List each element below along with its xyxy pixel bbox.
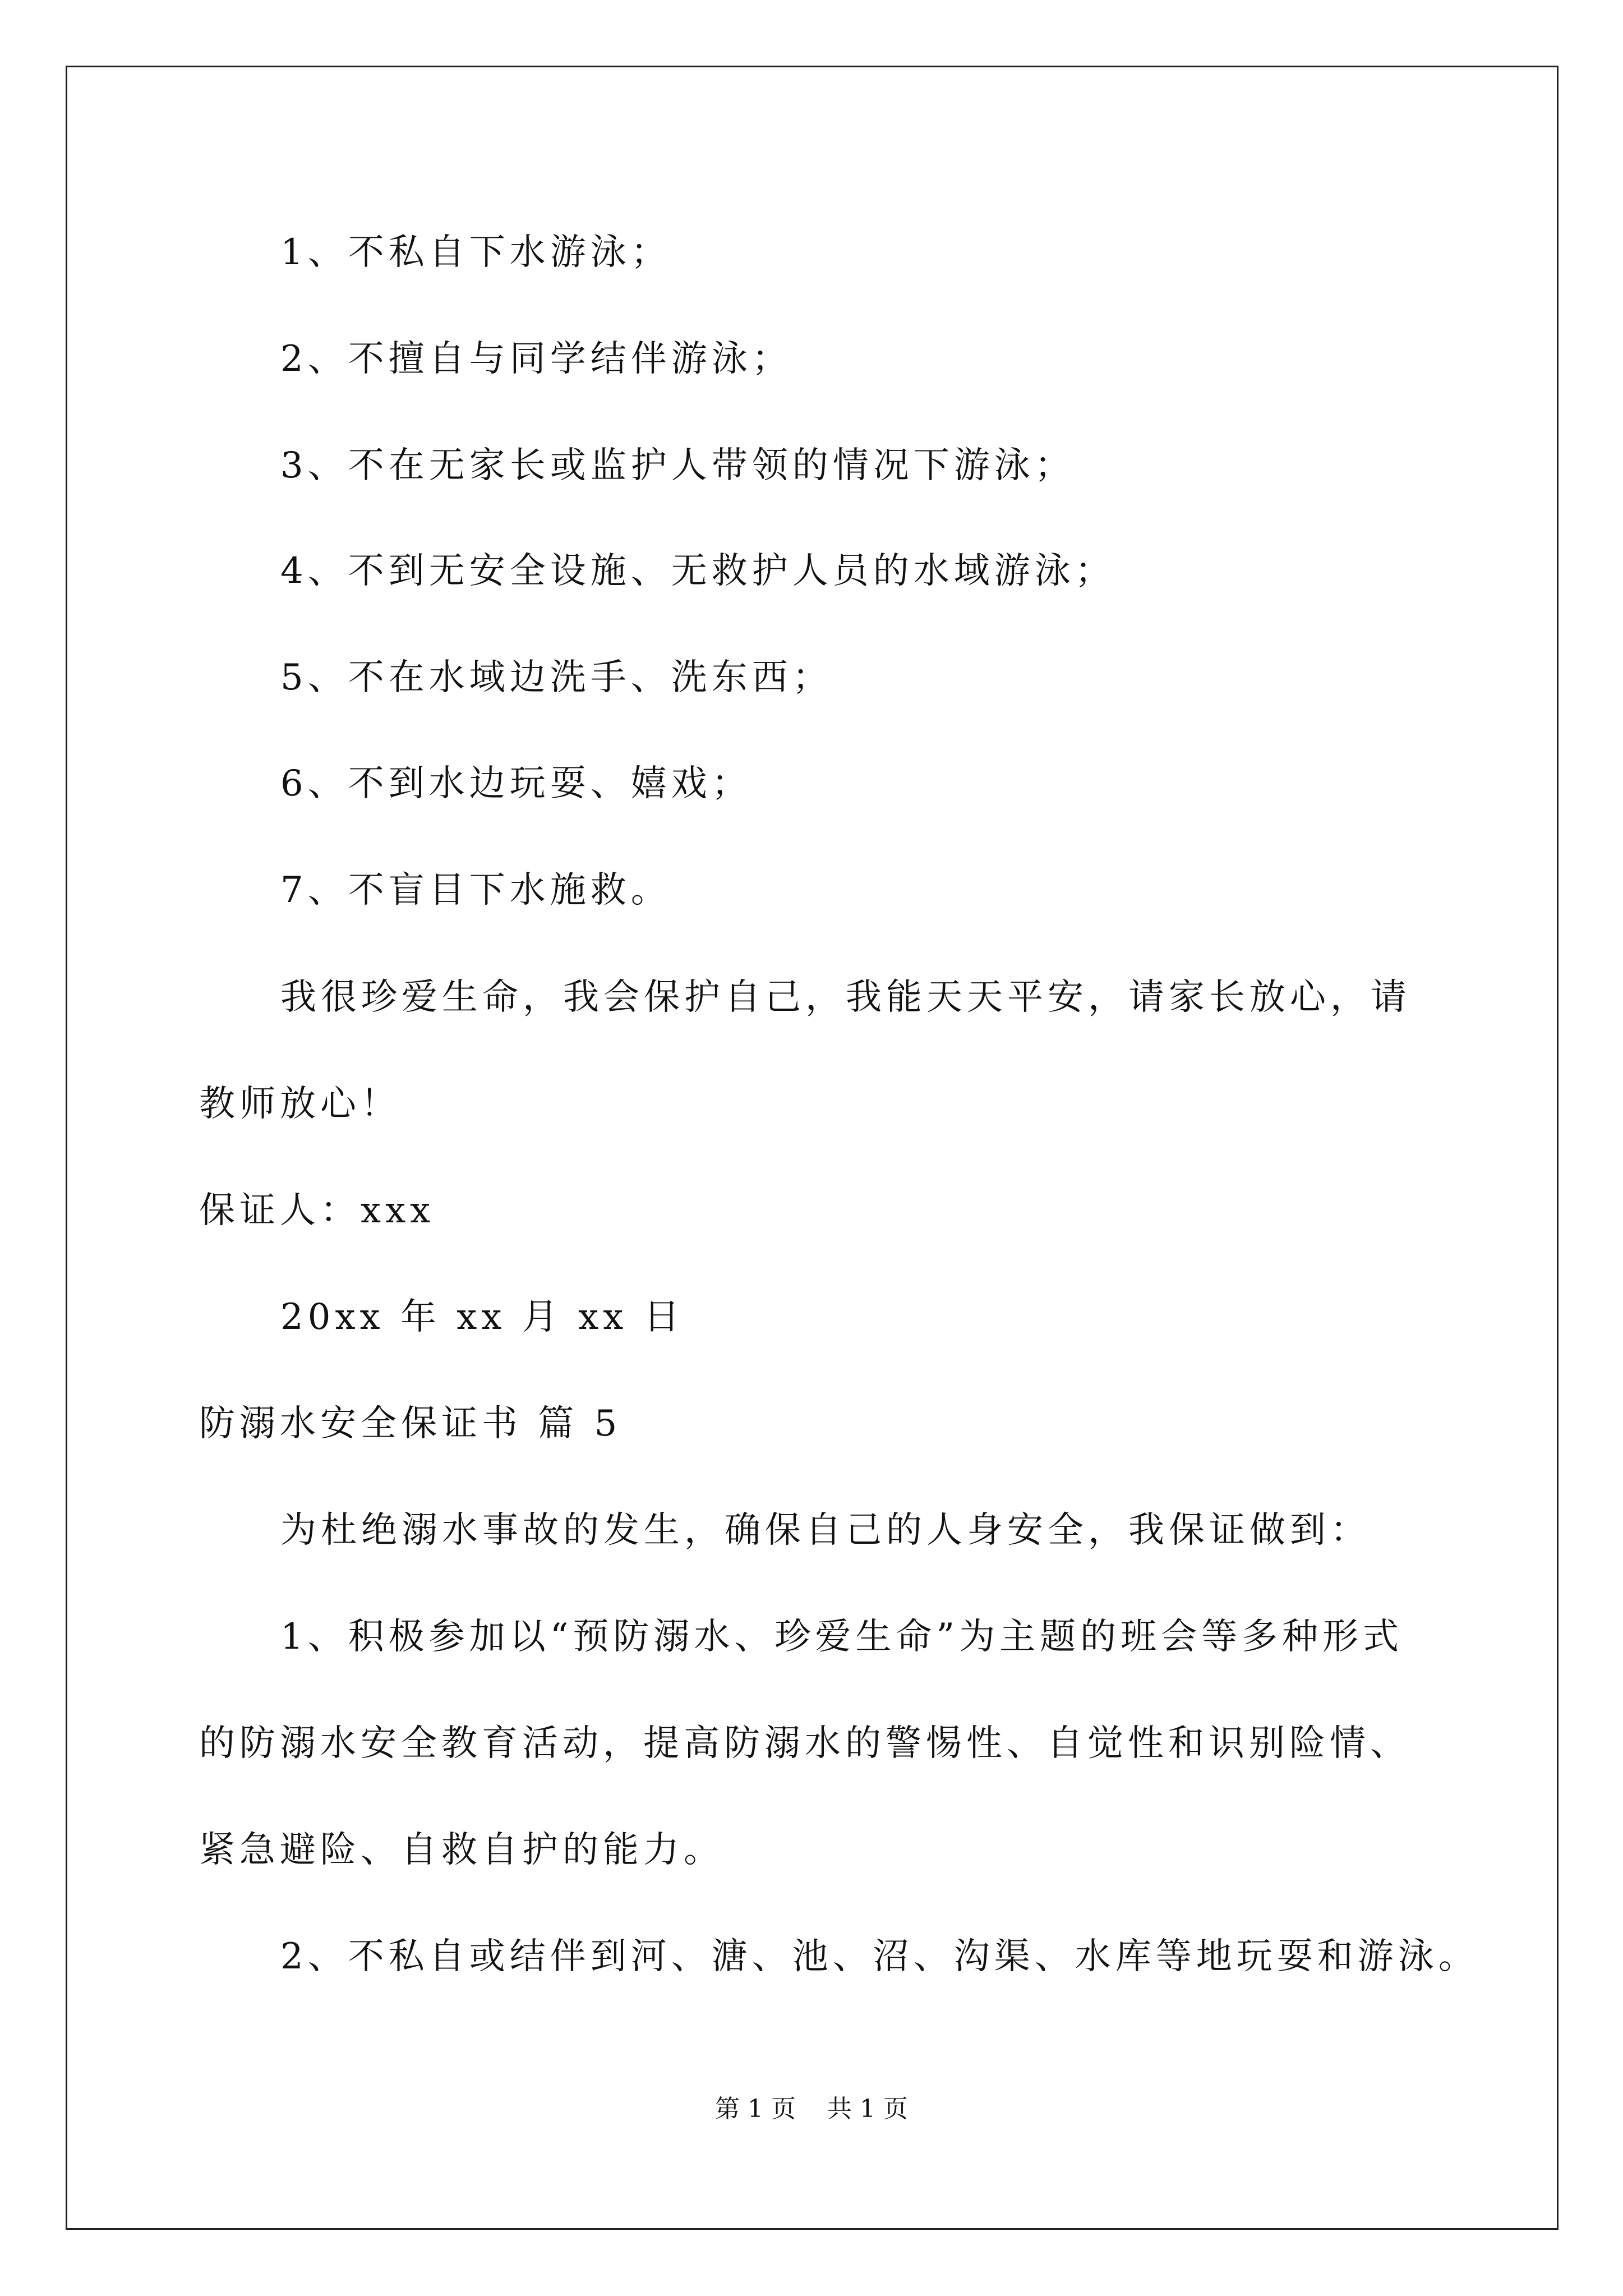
rule-item-3: 3、不在无家长或监护人带领的情况下游泳； bbox=[280, 445, 1075, 486]
date-line: 20xx 年 xx 月 xx 日 bbox=[280, 1296, 684, 1338]
intro-paragraph: 为杜绝溺水事故的发生，确保自己的人身安全，我保证做到： bbox=[280, 1510, 1371, 1551]
rule-item-5: 5、不在水域边洗手、洗东西； bbox=[280, 657, 833, 698]
item-2-line: 2、不私自或结伴到河、溏、池、沼、沟渠、水库等地玩耍和游泳。 bbox=[280, 1936, 1479, 1977]
rule-item-7: 7、不盲目下水施救。 bbox=[280, 869, 671, 911]
page-footer: 第 1 页 共 1 页 bbox=[715, 2095, 908, 2123]
rule-item-2: 2、不擅自与同学结伴游泳； bbox=[280, 338, 792, 380]
section-title: 防溺水安全保证书 篇 5 bbox=[199, 1403, 622, 1444]
pledge-paragraph-line-1: 我很珍爱生命，我会保护自己，我能天天平安，请家长放心，请 bbox=[280, 977, 1411, 1018]
pledge-paragraph-line-2: 教师放心！ bbox=[199, 1083, 401, 1125]
rule-item-1: 1、不私自下水游泳； bbox=[280, 232, 671, 273]
page-border bbox=[66, 66, 1559, 2230]
item-1-line-3: 紧急避险、自救自护的能力。 bbox=[199, 1829, 724, 1871]
item-1-line-1: 1、积极参加以“预防溺水、珍爱生命”为主题的班会等多种形式 bbox=[280, 1616, 1404, 1658]
item-1-line-2: 的防溺水安全教育活动，提高防溺水的警惕性、自觉性和识别险情、 bbox=[199, 1723, 1410, 1764]
rule-item-4: 4、不到无安全设施、无救护人员的水域游泳； bbox=[280, 550, 1115, 592]
rule-item-6: 6、不到水边玩耍、嬉戏； bbox=[280, 763, 752, 804]
guarantor-line: 保证人：xxx bbox=[199, 1190, 435, 1231]
